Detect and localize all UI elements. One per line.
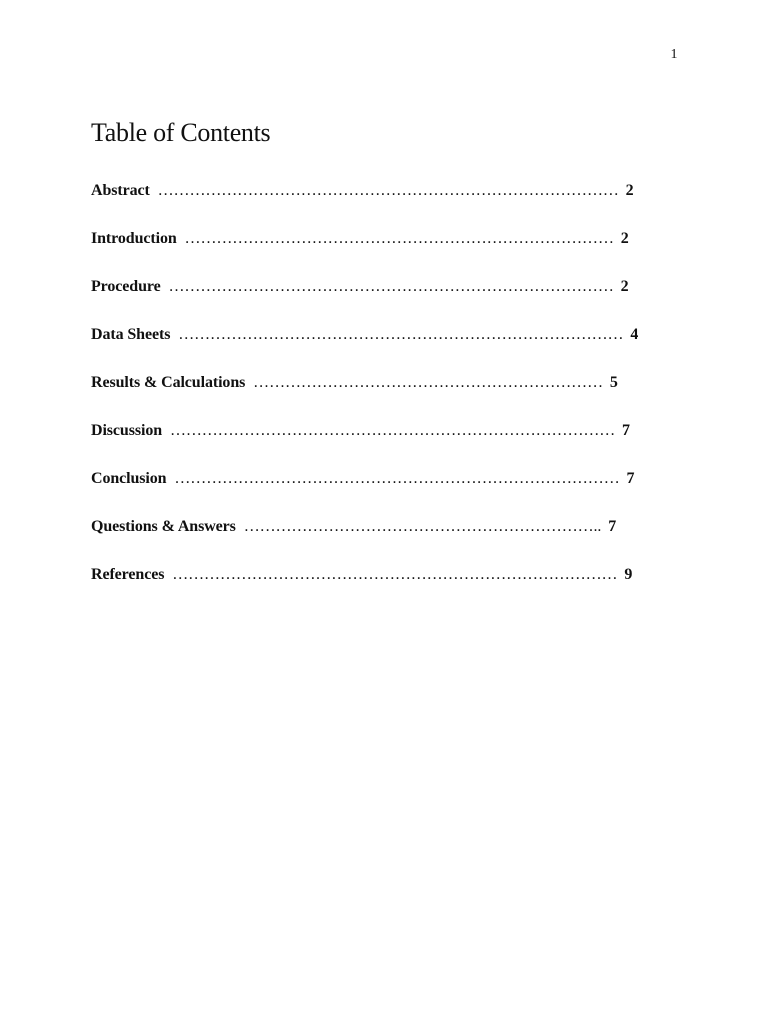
toc-entry-leader: ………………………………………………………………………	[184, 230, 614, 247]
toc-entry-page: 5	[609, 374, 618, 391]
toc-entry-leader: …………………………………………………………………………	[178, 326, 624, 343]
toc-entry-questions-answers	[91, 516, 638, 564]
toc-list	[91, 180, 638, 612]
toc-entry-page: 2	[620, 278, 629, 295]
toc-entry-page: 7	[626, 470, 635, 487]
toc-entry-page: 2	[620, 230, 629, 247]
toc-entry-procedure	[91, 276, 638, 324]
toc-entry-label: Abstract	[91, 182, 150, 199]
page-number: 1	[670, 47, 678, 62]
toc-entry-page: 9	[624, 566, 633, 583]
toc-entry-introduction	[91, 228, 638, 276]
toc-entry-references	[91, 564, 638, 612]
toc-entry-results-calculations	[91, 372, 638, 420]
toc-entry-label: Data Sheets	[91, 326, 171, 343]
toc-entry-page: 2	[625, 182, 634, 199]
toc-entry-leader: …………………………………………………………	[253, 374, 603, 391]
toc-entry-label: Discussion	[91, 422, 163, 439]
toc-entry-conclusion	[91, 468, 638, 516]
toc-entry-label: Procedure	[91, 278, 161, 295]
toc-entry-label: Results & Calculations	[91, 374, 246, 391]
toc-entry-label: Questions & Answers	[91, 518, 236, 535]
toc-entry-leader: …………………………………………………………………………	[168, 278, 614, 295]
toc-entry-discussion	[91, 420, 638, 468]
toc-entry-data-sheets	[91, 324, 638, 372]
toc-entry-leader: …………………………………………………………………………	[172, 566, 618, 583]
toc-title: Table of Contents	[91, 118, 271, 147]
toc-entry-abstract	[91, 180, 638, 228]
toc-entry-leader: …………………………………………………………..	[243, 518, 602, 535]
toc-entry-page: 4	[630, 326, 639, 343]
toc-entry-leader: …………………………………………………………………………	[174, 470, 620, 487]
toc-entry-label: Introduction	[91, 230, 177, 247]
toc-entry-page: 7	[608, 518, 617, 535]
toc-entry-label: Conclusion	[91, 470, 167, 487]
toc-entry-leader: ……………………………………………………………………………	[157, 182, 619, 199]
toc-entry-page: 7	[622, 422, 630, 439]
toc-entry-leader: …………………………………………………………………………	[169, 422, 616, 439]
toc-entry-label: References	[91, 566, 165, 583]
